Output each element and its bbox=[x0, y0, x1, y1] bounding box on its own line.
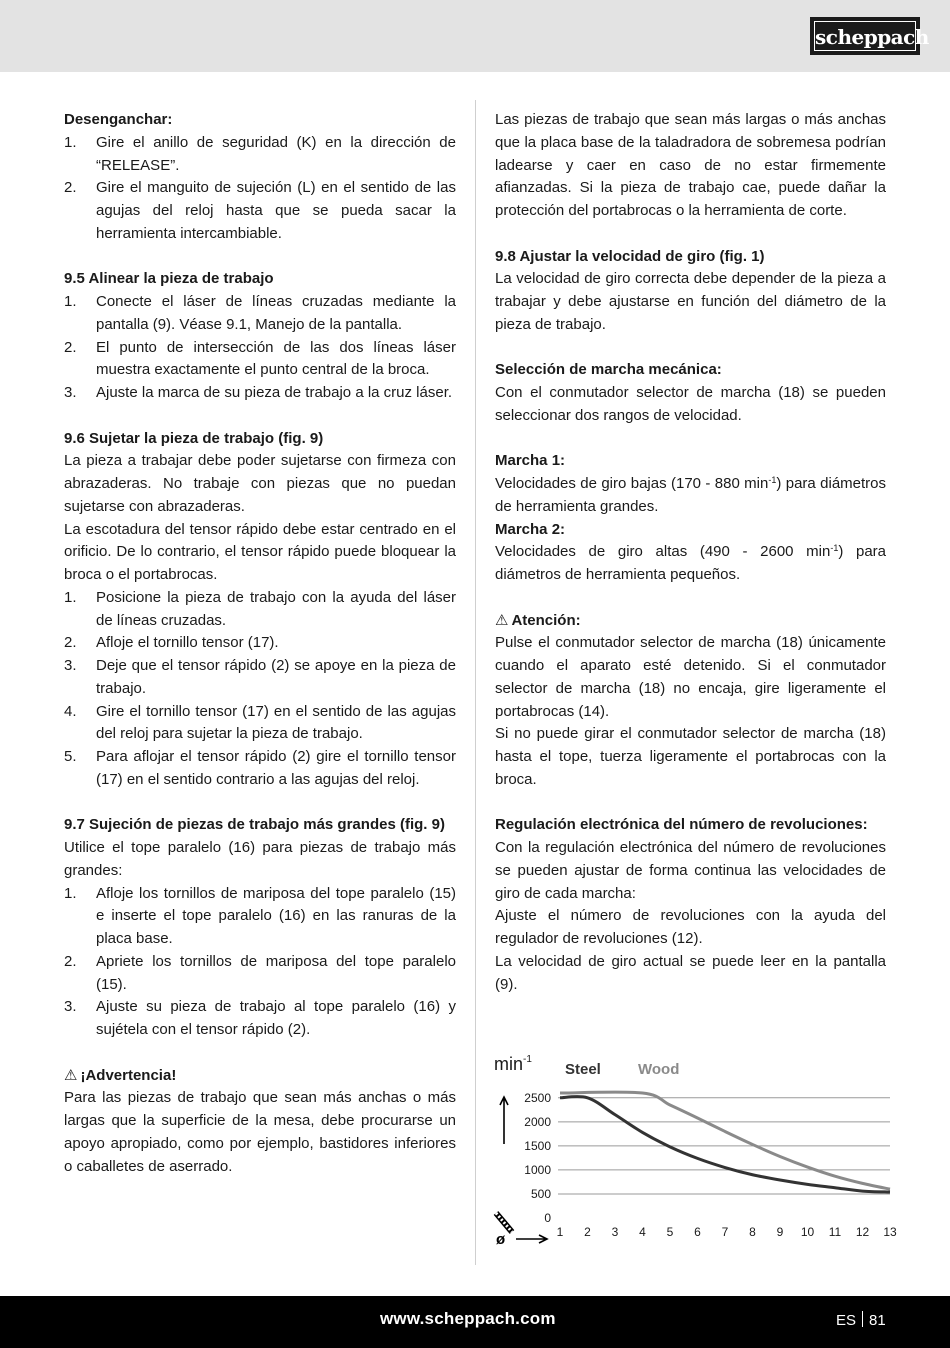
list-item: 2. Apriete los tornillos de mariposa del tope paralelo (15). bbox=[64, 952, 456, 993]
list-item: 3. Ajuste la marca de su pieza de trabajo a la cruz láser. bbox=[64, 384, 453, 401]
x-tick-label: 6 bbox=[694, 1225, 701, 1239]
gear-selection-heading: Selección de marcha mecánica: bbox=[495, 361, 722, 379]
scheppach-logo bbox=[810, 17, 929, 55]
legend-steel: Steel bbox=[565, 1061, 601, 1078]
x-tick-label: 7 bbox=[721, 1225, 729, 1239]
x-tick-label: 4 bbox=[639, 1225, 646, 1239]
section-9-6-heading: 9.6 Sujetar la pieza de trabajo (fig. 9) bbox=[64, 429, 324, 447]
y-axis-arrow bbox=[500, 1097, 508, 1144]
clamp-steps bbox=[64, 587, 456, 792]
x-tick-labels bbox=[557, 1225, 897, 1239]
y-tick-label: 1500 bbox=[524, 1138, 551, 1153]
warning-heading: ⚠ ¡Advertencia! bbox=[64, 1065, 456, 1088]
x-tick-label: 9 bbox=[776, 1225, 784, 1239]
paragraph: Las piezas de trabajo que sean más largas o más anchas que la placa base de la taladradora de sobremesa podrían ladearse y caer en caso de no estar firmemente afianzadas. Si la pieza de trabajo cae, puede dañar la protección del portabrocas o la herramienta de corte. bbox=[495, 111, 886, 219]
attention-heading: ⚠ Atención: bbox=[495, 610, 886, 633]
chart-legend bbox=[565, 1061, 679, 1078]
separator bbox=[862, 1311, 863, 1327]
speed-chart bbox=[488, 1048, 900, 1248]
column-divider bbox=[475, 100, 476, 1265]
x-tick-label: 3 bbox=[611, 1225, 619, 1239]
gear-1-heading: Marcha 1: bbox=[495, 452, 566, 470]
list-item: 5. Para aflojar el tensor rápido (2) gire el tornillo tensor (17) en el sentido contrario a las agujas del reloj. bbox=[64, 748, 456, 788]
y-tick-label: 500 bbox=[530, 1186, 551, 1201]
x-tick-label: 13 bbox=[883, 1225, 897, 1239]
x-tick-label: 11 bbox=[828, 1225, 842, 1239]
language-code: ES bbox=[836, 1312, 857, 1329]
paragraph: Pulse el conmutador selector de marcha (18) únicamente cuando el aparato esté detenido. Si el conmutador selector de marcha (18) no encaja, gire ligeramente el portabrocas (14). bbox=[495, 634, 886, 720]
chart-series bbox=[560, 1092, 890, 1192]
footer bbox=[0, 1296, 950, 1348]
top-bar bbox=[0, 0, 950, 72]
legend-wood: Wood bbox=[638, 1061, 680, 1078]
x-tick-label: 5 bbox=[666, 1225, 674, 1239]
x-tick-label: 1 bbox=[556, 1225, 564, 1239]
paragraph: La escotadura del tensor rápido debe estar centrado en el orificio. De lo contrario, el tensor rápido puede bloquear la broca o el portabrocas. bbox=[64, 520, 456, 583]
list-item: 1. Conecte el láser de líneas cruzadas mediante la pantalla (9). Véase 9.1, Manejo de la pantalla. bbox=[64, 293, 456, 333]
chart-grid bbox=[558, 1098, 890, 1194]
paragraph: La velocidad de giro actual se puede leer en la pantalla (9). bbox=[495, 952, 886, 993]
paragraph: Con la regulación electrónica del número de revoluciones se pueden ajustar de forma continua las velocidades de giro de cada marcha: bbox=[495, 839, 886, 902]
paragraph: Con el conmutador selector de marcha (18) se pueden seleccionar dos rangos de velocidad. bbox=[495, 384, 886, 424]
left-column bbox=[64, 109, 456, 1178]
x-tick-label: 10 bbox=[800, 1225, 815, 1239]
section-9-5-heading: 9.5 Alinear la pieza de trabajo bbox=[64, 270, 274, 288]
list-item: 3. Deje que el tensor rápido (2) se apoye en la pieza de trabajo. bbox=[64, 657, 456, 697]
x-tick-label: 8 bbox=[749, 1225, 756, 1239]
y-tick-label: 2000 bbox=[524, 1114, 551, 1129]
drill-bit-icon bbox=[496, 1213, 512, 1232]
paragraph: Ajuste el número de revoluciones con la ayuda del regulador de revoluciones (12). bbox=[495, 907, 886, 947]
warning-icon: ⚠ bbox=[64, 1066, 78, 1084]
list-item: 2. Afloje el tornillo tensor (17). bbox=[64, 634, 279, 652]
list-item: 2. Gire el manguito de sujeción (L) en el sentido de las agujas del reloj hasta que se pueda sacar la herramienta intercambiable. bbox=[64, 179, 456, 242]
list-item: 1. Posicione la pieza de trabajo con la ayuda del láser de líneas cruzadas. bbox=[64, 588, 456, 629]
paragraph: La pieza a trabajar debe poder sujetarse con firmeza con abrazaderas. No trabaje con piezas que no puedan sujetarse con abrazaderas. bbox=[64, 452, 456, 515]
y-tick-label: 0 bbox=[544, 1211, 551, 1225]
list-item: 1. Gire el anillo de seguridad (K) en la dirección de “RELEASE”. bbox=[64, 133, 456, 174]
paragraph: La velocidad de giro correcta debe depender de la pieza a trabajar y debe ajustarse en función del diámetro de la pieza de trabajo. bbox=[495, 270, 886, 333]
gear-2-heading: Marcha 2: bbox=[495, 520, 566, 538]
paragraph: Utilice el tope paralelo (16) para piezas de trabajo más grandes: bbox=[64, 839, 456, 879]
page-indicator bbox=[836, 1311, 886, 1329]
y-tick-label: 2500 bbox=[524, 1090, 551, 1105]
x-axis-label: ø bbox=[496, 1231, 506, 1248]
list-item: 3. Ajuste su pieza de trabajo al tope paralelo (16) y sujétela con el tensor rápido (2). bbox=[64, 998, 456, 1038]
right-column bbox=[495, 109, 886, 996]
list-item: 4. Gire el tornillo tensor (17) en el sentido de las agujas del reloj para sujetar la pieza de trabajo. bbox=[64, 702, 456, 743]
electronic-regulation-heading: Regulación electrónica del número de revoluciones: bbox=[495, 816, 868, 834]
paragraph: Velocidades de giro altas (490 - 2600 $\min^{-1}$) para diámetros de herramienta pequeños. bbox=[495, 543, 887, 583]
website-link[interactable]: www.scheppach.com bbox=[380, 1309, 556, 1328]
align-steps bbox=[64, 291, 456, 405]
warning-icon: ⚠ bbox=[495, 611, 509, 629]
unlock-steps bbox=[64, 132, 456, 246]
x-axis-arrow bbox=[516, 1235, 547, 1243]
paragraph: Para las piezas de trabajo que sean más anchas o más largas que la superficie de la mesa, debe procurarse un apoyo apropiado, como por ejemplo, bastidores inferiores o caballetes de aserrado. bbox=[64, 1089, 456, 1175]
x-tick-label: 12 bbox=[855, 1225, 870, 1239]
logo-text: scheppach bbox=[814, 21, 916, 51]
y-tick-labels bbox=[524, 1091, 551, 1225]
paragraph: Si no puede girar el conmutador selector de marcha (18) hasta el tope, tuerza ligeramente el portabrocas con la broca. bbox=[495, 725, 886, 788]
list-item: 2. El punto de intersección de las dos líneas láser muestra exactamente el punto central de la broca. bbox=[64, 338, 456, 379]
list-item: 1. Afloje los tornillos de mariposa del tope paralelo (15) e inserte el tope paralelo (16) en las ranuras de la placa base. bbox=[64, 884, 456, 947]
series-line-wood bbox=[560, 1092, 890, 1189]
paragraph: Velocidades de giro bajas (170 - 880 $\min^{-1}$) para diámetros de herramienta grandes. bbox=[495, 475, 886, 515]
section-9-7-heading: 9.7 Sujeción de piezas de trabajo más grandes (fig. 9) bbox=[64, 816, 445, 834]
y-axis-label: $\min^{-1}$ bbox=[494, 1054, 532, 1074]
section-9-8-heading: 9.8 Ajustar la velocidad de giro (fig. 1) bbox=[495, 247, 765, 265]
y-tick-label: 1000 bbox=[524, 1162, 551, 1177]
page-number: 81 bbox=[869, 1312, 886, 1329]
x-tick-label: 2 bbox=[584, 1225, 591, 1239]
large-workpiece-steps bbox=[64, 883, 456, 1042]
unlock-heading: Desenganchar: bbox=[64, 111, 173, 128]
